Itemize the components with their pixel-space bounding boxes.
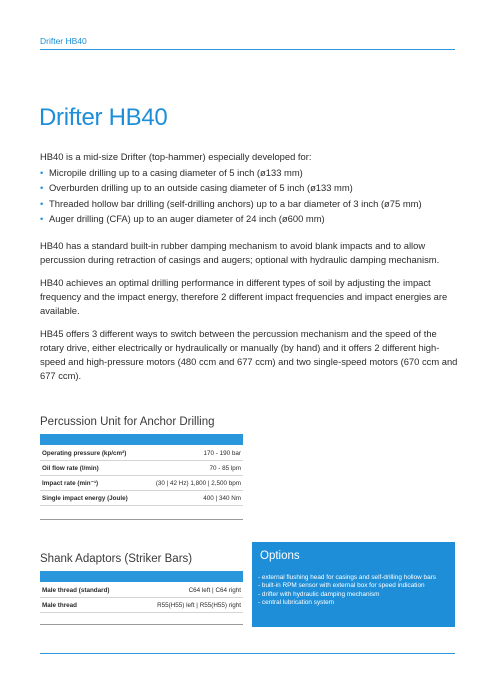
list-item: - central lubrication system (258, 599, 335, 607)
options-list (258, 574, 450, 608)
table-row: Operating pressure (kp/cm²) 170 - 190 bar (40, 446, 243, 461)
list-item: • Overburden drilling up to an outside casing diameter of 5 inch (ø133 mm) (40, 180, 460, 196)
paragraph-damping: HB40 has a standard built-in rubber damping mechanism to avoid blank impacts and to allow percussion during retraction of casings and augers; optional with hydraulic damping mechanism. (40, 240, 440, 266)
paragraph-switching: HB45 offers 3 different ways to switch between the percussion mechanism and the speed of the rotary drive, either electrically or hydraulically or manually (by hand) and it offers 2 different high-speed and high-pressure motors (480 ccm and 677 ccm) and two single-speed motors (670 ccm and 677 ccm). (40, 327, 458, 382)
list-item: • Threaded hollow bar drilling (self-drilling anchors) up to a bar diameter of 3 inch (ø75 mm) (40, 196, 460, 212)
table-row: Male thread R55(H55) left | R55(H55) right (40, 598, 243, 613)
application-list (40, 165, 460, 227)
percussion-title: Percussion Unit for Anchor Drilling (40, 416, 215, 428)
table-row: Impact rate (min⁻¹) (30 | 42 Hz) 1,800 | 2,500 bpm (40, 476, 243, 491)
description-section (40, 239, 460, 392)
intro-section (40, 149, 460, 227)
list-item: - external flushing head for casings and self-drilling hollow bars (258, 574, 436, 581)
intro-lead: HB40 is a mid-size Drifter (top-hammer) especially developed for: (40, 151, 312, 162)
list-item: • Auger drilling (CFA) up to an auger diameter of 24 inch (ø600 mm) (40, 211, 460, 227)
percussion-table-header-bar (40, 434, 243, 445)
table-row: Single impact energy (Joule) 400 | 340 Nm (40, 491, 243, 506)
options-box (252, 542, 455, 627)
table-row: Male thread (standard) C64 left | C64 right (40, 583, 243, 598)
bullet-icon: • (40, 213, 44, 225)
paragraph-performance: HB40 achieves an optimal drilling performance in different types of soil by adjusting the impact frequency and the impact energy, therefore 2 different impact frequencies and impact energies are available. (40, 276, 448, 317)
table-row: Oil flow rate (l/min) 70 - 85 lpm (40, 461, 243, 476)
percussion-table (40, 446, 243, 506)
options-title: Options (260, 550, 300, 562)
bullet-icon: • (40, 197, 44, 209)
running-header: Drifter HB40 (40, 36, 87, 46)
list-item: • Micropile drilling up to a casing diameter of 5 inch (ø133 mm) (40, 165, 460, 181)
list-item: - drifter with hydraulic damping mechanism (258, 590, 380, 598)
shank-title: Shank Adaptors (Striker Bars) (40, 553, 193, 565)
bullet-icon: • (40, 166, 44, 178)
header-rule (40, 49, 455, 50)
shank-end-rule (40, 624, 243, 625)
list-item: - built-in RPM sensor with external box for speed indication (258, 582, 425, 590)
percussion-end-rule (40, 519, 243, 520)
bullet-icon: • (40, 182, 44, 194)
footer-rule (40, 653, 455, 654)
shank-table-header-bar (40, 571, 243, 582)
shank-table (40, 583, 243, 613)
page-title: Drifter HB40 (39, 104, 168, 131)
